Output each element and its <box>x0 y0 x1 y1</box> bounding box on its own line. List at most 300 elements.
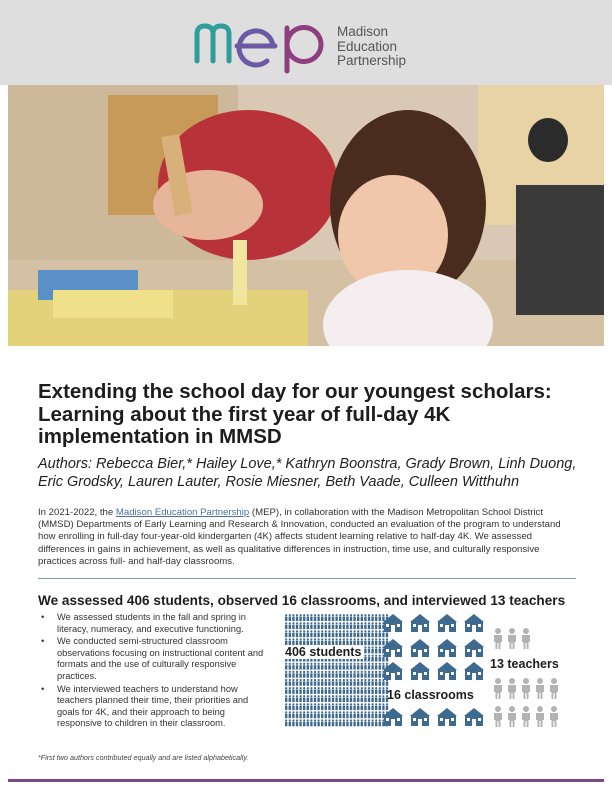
student-icon <box>335 703 337 710</box>
student-icon <box>357 679 359 686</box>
student-icon <box>292 671 294 678</box>
student-icon <box>382 638 384 645</box>
student-icon <box>346 630 348 637</box>
student-icon <box>317 695 319 702</box>
student-icon <box>335 663 337 670</box>
student-icon <box>361 687 363 694</box>
student-icon <box>321 703 323 710</box>
student-icon <box>353 719 355 726</box>
student-icon <box>332 719 334 726</box>
student-icon <box>339 622 341 629</box>
student-icon <box>357 703 359 710</box>
student-icon <box>332 695 334 702</box>
student-icon <box>299 687 301 694</box>
student-icon <box>353 711 355 718</box>
schoolhouse-icon <box>464 614 484 632</box>
student-icon <box>346 622 348 629</box>
teacher-icon <box>522 706 530 727</box>
student-icon <box>375 719 377 726</box>
student-icon <box>375 703 377 710</box>
org-name-line: Education <box>337 38 398 54</box>
student-icon <box>321 663 323 670</box>
student-icon <box>375 655 377 662</box>
student-icon <box>289 719 291 726</box>
student-icon <box>357 630 359 637</box>
student-icon <box>375 630 377 637</box>
student-icon <box>335 614 337 621</box>
student-icon <box>382 614 384 621</box>
student-icon <box>375 711 377 718</box>
student-icon <box>375 614 377 621</box>
bullet-item: • We interviewed teachers to understand how teachers planned their time, their priorities and goals for 4K, and their approach to being responsive to children in their classroom. <box>38 684 268 730</box>
student-icon <box>371 647 373 654</box>
student-icon <box>364 703 366 710</box>
infographic-icons <box>283 612 583 732</box>
student-icon <box>303 719 305 726</box>
student-icon <box>299 719 301 726</box>
student-icon <box>292 687 294 694</box>
student-icon <box>339 687 341 694</box>
student-icon <box>317 622 319 629</box>
student-icon <box>285 663 287 670</box>
student-icon <box>310 614 312 621</box>
student-icon <box>335 679 337 686</box>
student-icon <box>310 630 312 637</box>
org-name-line: Madison <box>337 24 389 39</box>
student-icon <box>361 711 363 718</box>
student-icon <box>328 711 330 718</box>
intro-paragraph <box>38 507 578 568</box>
student-icon <box>343 687 345 694</box>
student-icon <box>350 719 352 726</box>
intro-text-start: In 2021-2022, the <box>38 507 116 518</box>
student-icon <box>364 655 366 662</box>
teacher-icon <box>536 678 544 699</box>
student-icon <box>379 614 381 621</box>
student-icon <box>346 703 348 710</box>
mep-logo-icon <box>193 16 333 74</box>
student-icon <box>368 630 370 637</box>
student-icon <box>292 679 294 686</box>
student-icon <box>364 671 366 678</box>
student-icon <box>307 711 309 718</box>
student-icon <box>368 719 370 726</box>
student-icon <box>346 614 348 621</box>
student-icon <box>317 687 319 694</box>
student-icon <box>317 711 319 718</box>
student-icon <box>296 671 298 678</box>
student-icon <box>343 719 345 726</box>
student-icon <box>339 614 341 621</box>
student-icon <box>364 638 366 645</box>
student-icon <box>379 695 381 702</box>
hero-photo <box>8 85 604 346</box>
student-icon <box>364 711 366 718</box>
student-icon <box>379 719 381 726</box>
student-icon <box>328 622 330 629</box>
student-icon <box>368 655 370 662</box>
student-icon <box>307 703 309 710</box>
student-icon <box>350 630 352 637</box>
students-label: 406 students <box>285 645 362 659</box>
student-icon <box>343 695 345 702</box>
student-icon <box>299 695 301 702</box>
student-icon <box>353 695 355 702</box>
student-icon <box>357 719 359 726</box>
student-icon <box>339 679 341 686</box>
student-icon <box>346 671 348 678</box>
student-icon <box>321 630 323 637</box>
student-icon <box>289 622 291 629</box>
student-icon <box>285 614 287 621</box>
student-icon <box>375 671 377 678</box>
student-icon <box>382 703 384 710</box>
teacher-icon <box>494 628 502 649</box>
classrooms-icon-grid <box>383 614 484 726</box>
student-icon <box>368 622 370 629</box>
student-icon <box>350 687 352 694</box>
student-icon <box>332 630 334 637</box>
student-icon <box>346 719 348 726</box>
student-icon <box>335 719 337 726</box>
student-icon <box>371 703 373 710</box>
student-icon <box>285 630 287 637</box>
student-icon <box>332 671 334 678</box>
student-icon <box>325 679 327 686</box>
student-icon <box>325 663 327 670</box>
student-icon <box>296 622 298 629</box>
student-icon <box>379 679 381 686</box>
student-icon <box>364 679 366 686</box>
student-icon <box>296 679 298 686</box>
student-icon <box>289 679 291 686</box>
student-icon <box>382 663 384 670</box>
teacher-icon <box>508 706 516 727</box>
student-icon <box>339 671 341 678</box>
student-icon <box>357 671 359 678</box>
student-icon <box>321 695 323 702</box>
student-icon <box>379 711 381 718</box>
student-icon <box>292 695 294 702</box>
student-icon <box>328 614 330 621</box>
schoolhouse-icon <box>383 708 403 726</box>
student-icon <box>375 638 377 645</box>
student-icon <box>314 663 316 670</box>
student-icon <box>299 703 301 710</box>
student-icon <box>343 663 345 670</box>
authors-line: Authors: Rebecca Bier,* Hailey Love,* Kathryn Boonstra, Grady Brown, Linh Duong, Eric Grodsky, Lauren Lauter, Rosie Miesner, Beth Vaade, Culleen Witthuhn <box>38 456 577 490</box>
student-icon <box>307 687 309 694</box>
student-icon <box>310 663 312 670</box>
student-icon <box>371 679 373 686</box>
student-icon <box>292 622 294 629</box>
student-icon <box>303 679 305 686</box>
student-icon <box>285 687 287 694</box>
schoolhouse-icon <box>437 662 457 680</box>
students-icon-grid <box>285 614 388 726</box>
schoolhouse-icon <box>383 662 403 680</box>
teacher-icon <box>522 678 530 699</box>
student-icon <box>335 671 337 678</box>
student-icon <box>325 719 327 726</box>
student-icon <box>292 711 294 718</box>
student-icon <box>371 695 373 702</box>
student-icon <box>353 703 355 710</box>
student-icon <box>314 711 316 718</box>
student-icon <box>285 622 287 629</box>
student-icon <box>307 614 309 621</box>
student-icon <box>346 695 348 702</box>
teacher-icon <box>494 706 502 727</box>
bullet-item: • We assessed students in the fall and spring in literacy, numeracy, and executive functioning. <box>38 612 268 635</box>
student-icon <box>343 622 345 629</box>
student-icon <box>368 671 370 678</box>
student-icon <box>285 711 287 718</box>
student-icon <box>368 614 370 621</box>
schoolhouse-icon <box>410 708 430 726</box>
classrooms-label: 16 classrooms <box>387 688 474 702</box>
student-icon <box>289 630 291 637</box>
student-icon <box>332 614 334 621</box>
student-icon <box>303 703 305 710</box>
student-icon <box>325 630 327 637</box>
teacher-icon <box>508 678 516 699</box>
student-icon <box>357 687 359 694</box>
student-icon <box>368 647 370 654</box>
summary-heading: We assessed 406 students, observed 16 classrooms, and interviewed 13 teachers <box>38 593 566 608</box>
student-icon <box>371 663 373 670</box>
student-icon <box>325 703 327 710</box>
teacher-icon <box>536 706 544 727</box>
student-icon <box>379 703 381 710</box>
student-icon <box>375 663 377 670</box>
student-icon <box>332 703 334 710</box>
student-icon <box>321 622 323 629</box>
student-icon <box>357 663 359 670</box>
student-icon <box>321 719 323 726</box>
student-icon <box>303 711 305 718</box>
student-icon <box>328 687 330 694</box>
student-icon <box>375 679 377 686</box>
student-icon <box>321 679 323 686</box>
student-icon <box>343 630 345 637</box>
student-icon <box>368 695 370 702</box>
student-icon <box>328 630 330 637</box>
student-icon <box>310 719 312 726</box>
student-icon <box>343 679 345 686</box>
intro-text-rest: (MEP), in collaboration with the Madison Metropolitan School District (MMSD) Departments of Early Learning and Research & Innovation, conducted an evaluation of the program to understand how enrolling in full-day four-year-old kindergarten (4K) affects student learning relative to half-day 4K. We assessed differences in gains in achievement, as well as qualitative differences in instruction, time use, and culturally responsive practices across full- and half-day classrooms. <box>38 507 561 567</box>
student-icon <box>353 671 355 678</box>
student-icon <box>368 679 370 686</box>
student-icon <box>350 614 352 621</box>
student-icon <box>368 703 370 710</box>
student-icon <box>325 614 327 621</box>
student-icon <box>289 695 291 702</box>
student-icon <box>379 687 381 694</box>
student-icon <box>339 695 341 702</box>
student-icon <box>361 679 363 686</box>
student-icon <box>371 687 373 694</box>
student-icon <box>371 630 373 637</box>
student-icon <box>307 671 309 678</box>
student-icon <box>310 687 312 694</box>
student-icon <box>328 719 330 726</box>
student-icon <box>289 687 291 694</box>
student-icon <box>371 711 373 718</box>
mep-link[interactable]: Madison Education Partnership <box>115 507 250 518</box>
student-icon <box>357 711 359 718</box>
student-icon <box>379 638 381 645</box>
student-icon <box>371 638 373 645</box>
student-icon <box>310 711 312 718</box>
student-icon <box>299 679 301 686</box>
student-icon <box>332 663 334 670</box>
student-icon <box>296 687 298 694</box>
student-icon <box>317 703 319 710</box>
student-icon <box>307 719 309 726</box>
student-icon <box>361 663 363 670</box>
student-icon <box>379 647 381 654</box>
student-icon <box>353 630 355 637</box>
student-icon <box>303 695 305 702</box>
student-icon <box>310 622 312 629</box>
student-icon <box>371 719 373 726</box>
student-icon <box>314 671 316 678</box>
student-icon <box>328 703 330 710</box>
student-icon <box>314 630 316 637</box>
student-icon <box>314 719 316 726</box>
student-icon <box>314 622 316 629</box>
method-bullets <box>38 612 268 731</box>
schoolhouse-icon <box>410 662 430 680</box>
student-icon <box>328 671 330 678</box>
sample-infographic <box>283 612 583 732</box>
student-icon <box>307 695 309 702</box>
student-icon <box>339 719 341 726</box>
student-icon <box>353 622 355 629</box>
student-icon <box>382 695 384 702</box>
student-icon <box>325 622 327 629</box>
student-icon <box>307 630 309 637</box>
report-title: Extending the school day for our youngest scholars: Learning about the first year of full-day 4K implementation in MMSD <box>38 380 552 448</box>
classroom-painting-illustration <box>8 85 604 346</box>
student-icon <box>303 663 305 670</box>
student-icon <box>371 671 373 678</box>
student-icon <box>335 630 337 637</box>
teacher-icon <box>550 678 558 699</box>
student-icon <box>299 671 301 678</box>
student-icon <box>343 671 345 678</box>
student-icon <box>364 614 366 621</box>
org-name <box>337 25 406 69</box>
student-icon <box>335 711 337 718</box>
student-icon <box>335 622 337 629</box>
student-icon <box>364 663 366 670</box>
student-icon <box>299 614 301 621</box>
student-icon <box>321 614 323 621</box>
schoolhouse-icon <box>437 708 457 726</box>
student-icon <box>310 695 312 702</box>
student-icon <box>361 630 363 637</box>
student-icon <box>361 703 363 710</box>
student-icon <box>314 614 316 621</box>
student-icon <box>303 614 305 621</box>
student-icon <box>346 687 348 694</box>
student-icon <box>350 695 352 702</box>
student-icon <box>285 719 287 726</box>
student-icon <box>314 695 316 702</box>
student-icon <box>328 663 330 670</box>
student-icon <box>368 711 370 718</box>
student-icon <box>310 703 312 710</box>
student-icon <box>310 671 312 678</box>
student-icon <box>346 663 348 670</box>
schoolhouse-icon <box>464 662 484 680</box>
student-icon <box>361 622 363 629</box>
student-icon <box>357 614 359 621</box>
student-icon <box>310 679 312 686</box>
student-icon <box>285 703 287 710</box>
student-icon <box>303 622 305 629</box>
student-icon <box>314 687 316 694</box>
student-icon <box>314 703 316 710</box>
teacher-icon <box>550 706 558 727</box>
student-icon <box>289 663 291 670</box>
student-icon <box>296 614 298 621</box>
student-icon <box>303 630 305 637</box>
student-icon <box>321 687 323 694</box>
student-icon <box>379 622 381 629</box>
student-icon <box>335 687 337 694</box>
student-icon <box>325 671 327 678</box>
teachers-label: 13 teachers <box>490 657 559 671</box>
student-icon <box>375 687 377 694</box>
student-icon <box>285 679 287 686</box>
student-icon <box>357 622 359 629</box>
student-icon <box>343 711 345 718</box>
bullet-item: • We conducted semi-structured classroom observations focusing on instructional content and formats and the use of culturally responsive practices. <box>38 636 268 682</box>
schoolhouse-icon <box>437 639 457 657</box>
student-icon <box>332 687 334 694</box>
student-icon <box>289 671 291 678</box>
student-icon <box>314 679 316 686</box>
student-icon <box>339 630 341 637</box>
student-icon <box>375 647 377 654</box>
student-icon <box>292 703 294 710</box>
student-icon <box>332 711 334 718</box>
student-icon <box>317 663 319 670</box>
student-icon <box>339 711 341 718</box>
student-icon <box>296 695 298 702</box>
student-icon <box>325 695 327 702</box>
student-icon <box>353 614 355 621</box>
footer-rule <box>8 779 604 782</box>
student-icon <box>325 687 327 694</box>
student-icon <box>292 719 294 726</box>
student-icon <box>346 711 348 718</box>
student-icon <box>296 630 298 637</box>
student-icon <box>317 671 319 678</box>
student-icon <box>361 719 363 726</box>
student-icon <box>350 679 352 686</box>
student-icon <box>350 663 352 670</box>
student-icon <box>307 679 309 686</box>
student-icon <box>379 663 381 670</box>
student-icon <box>296 703 298 710</box>
student-icon <box>321 671 323 678</box>
student-icon <box>289 711 291 718</box>
student-icon <box>299 622 301 629</box>
